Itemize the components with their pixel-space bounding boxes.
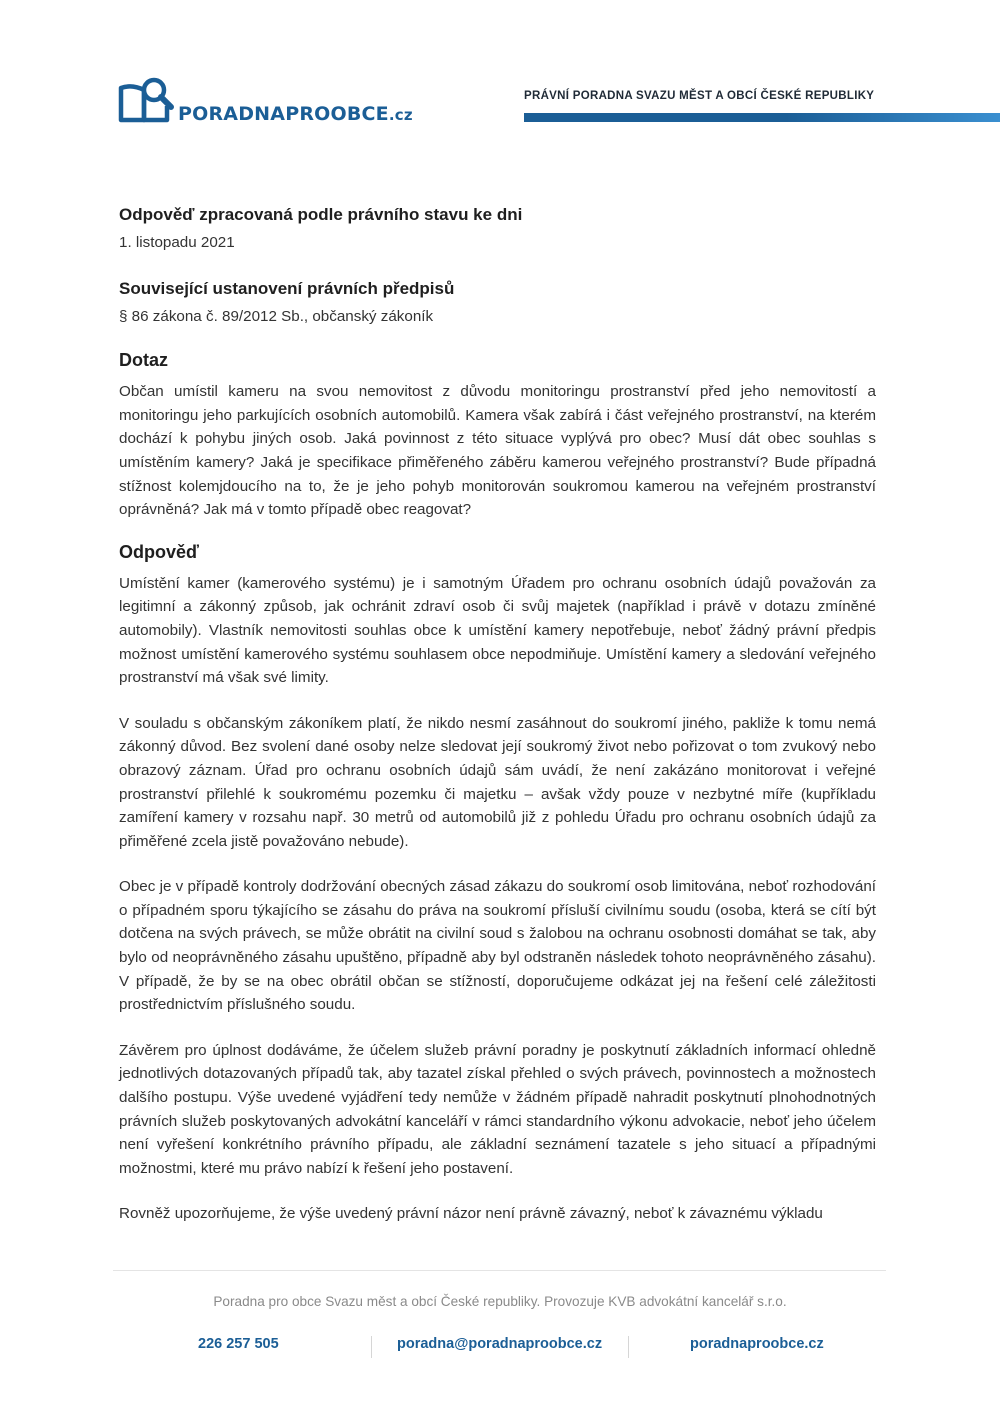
related-law-value: § 86 zákona č. 89/2012 Sb., občanský zákoník [119,307,434,325]
footer-contacts [119,1336,876,1358]
logo-text: PORADNAPROOBCE.cz [178,103,413,125]
answer-section [119,540,876,1226]
related-law-label: Související ustanovení právních předpisů [119,278,455,298]
answer-paragraph: Umístění kamer (kamerového systému) je i samotným Úřadem pro ochranu osobních údajů považován za legitimní a zákonný způsob, jak ochránit zdraví osob či svůj majetek (například i právě v dotazu zmíněné automobily). Vlastník nemovitosti souhlas obce k umístění kamery nepotřebuje, neboť žádný právní předpis možnost umístění kamerového systému souhlasem obce nepodmiňuje. Umístění kamery a sledování veřejného prostranství má však své limity. [119,574,876,687]
question-text: Občan umístil kameru na svou nemovitost z důvodu monitoringu prostranství před jeho nemovitostí a monitoringu jeho parkujících osobních automobilů. Kamera však zabírá i část veřejného prostranství, na kterém dochází k pohybu jiných osob. Jaká povinnost z této situace vyplývá pro obec? Musí dát obec souhlas s umístěním kamery? Jaká je specifikace přiměřeného záběru kamerou veřejného prostranství? Bude případná stížnost kolemjdoucího na to, že je jeho pohyb monitorován soukromou kamerou na veřejném prostranství oprávněná? Jak má v tomto případě obec reagovat? [119,383,876,519]
header-right [524,90,1000,122]
footer-web-link[interactable]: poradnaproobce.cz [690,1336,824,1352]
header-bar [524,113,1000,122]
legal-state-section [119,203,876,255]
answer-paragraph: V souladu s občanským zákoníkem platí, že nikdo nesmí zasáhnout do soukromí jiného, pakliže k tomu nemá zákonný důvod. Bez svolení dané osoby nelze sledovat její soukromý život nebo pořizovat o tom zvukový nebo obrazový záznam. Úřad pro ochranu osobních údajů sám uvádí, že není zakázáno monitorovat i veřejné prostranství přilehlé k soukromému pozemku či majetku – avšak vždy pouze v nezbytné míře (kupříkladu zamíření kamery v rozsahu např. 30 metrů od automobilů již z pohledu Úřadu pro ochranu osobních údajů za přiměřené zcela jistě považováno nebude). [119,714,876,850]
logo[interactable] [118,76,413,124]
answer-heading: Odpověď [119,541,199,562]
footer-email-link[interactable]: poradna@poradnaproobce.cz [397,1336,603,1352]
footer-divider [113,1270,886,1271]
legal-state-date: 1. listopadu 2021 [119,234,235,251]
footer-phone[interactable]: 226 257 505 [198,1336,279,1352]
answer-paragraph: Obec je v případě kontroly dodržování obecných zásad zákazu do soukromí osob limitována, neboť rozhodování o případném sporu týkajícího se zásahu do práva na soukromí přísluší civilnímu soudu (osoba, která se cítí být dotčena na svých právech, se může obrátit na civilní soud s žalobou na ochranu osobnosti domáhat se tak, aby bylo od neoprávněného zásahu upuštěno, případně aby byl odstraněn následek tohoto neoprávněného zásahu). V případě, že by se na obec obrátil občan se stížností, doporučujeme odkázat jej na řešení celé záležitosti prostřednictvím příslušného soudu. [119,878,876,1014]
header-title: PRÁVNÍ PORADNA SVAZU MĚST A OBCÍ ČESKÉ REPUBLIKY [524,90,875,102]
document-body [119,203,876,1226]
related-law-section [119,277,876,329]
question-heading: Dotaz [119,350,168,371]
book-magnifier-icon [118,76,174,124]
legal-state-label: Odpověď zpracovaná podle právního stavu ke dni [119,205,523,224]
footer-separator [371,1336,372,1358]
logo-tld: .cz [388,106,413,124]
footer-operator-text: Poradna pro obce Svazu měst a obcí České republiky. Provozuje KVB advokátní kancelář s.r.o. [213,1294,787,1309]
question-section [119,348,876,522]
footer-separator [628,1336,629,1358]
answer-paragraph: Závěrem pro úplnost dodáváme, že účelem služeb právní poradny je poskytnutí základních informací ohledně jednotlivých dotazovaných případů tak, aby tazatel získal přehled o svých právech, povinnostech a možnostech dalšího postupu. Výše uvedené vyjádření tedy nemůže v žádném případě nahradit poskytnutí plnohodnotných právních služeb poskytovaných advokátní kanceláří v rámci standardního výkonu advokacie, neboť jeho účelem není vyřešení konkrétního právního případu, ale základní seznámení tazatele s jeho situací a případnými možnostmi, které mu právo nabízí k řešení jeho postavení. [119,1041,876,1177]
answer-paragraph: Rovněž upozorňujeme, že výše uvedený právní názor není právně závazný, neboť k závaznému výkladu [119,1205,823,1223]
